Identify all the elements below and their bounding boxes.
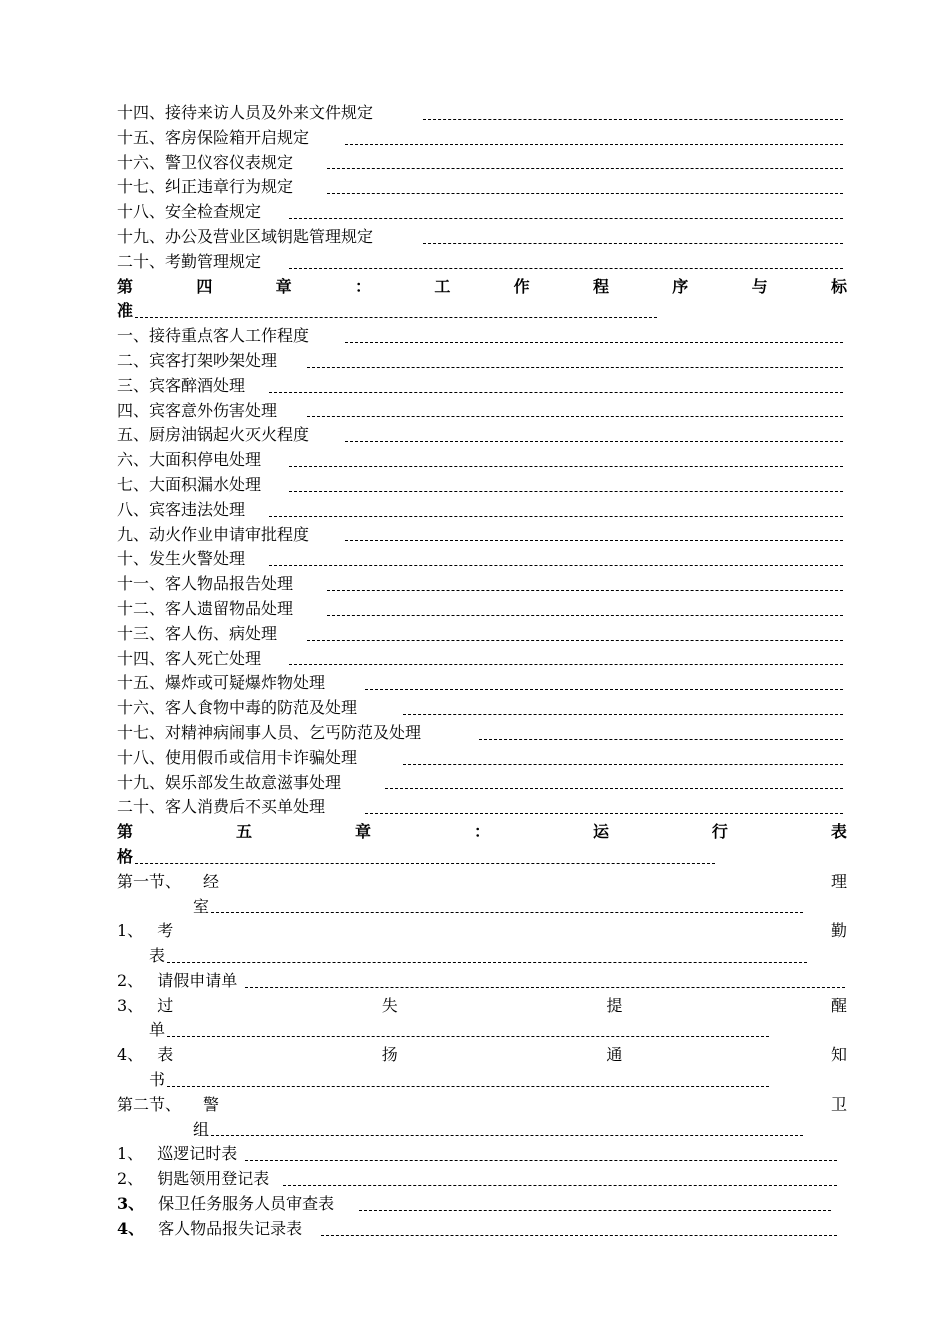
heading-char: 第: [117, 276, 134, 296]
leader-dots: [345, 342, 843, 343]
toc-entry[interactable]: [117, 175, 847, 200]
toc-entry[interactable]: [117, 969, 847, 994]
section-tail-char: 组: [193, 1119, 210, 1139]
leader-dots: [269, 516, 843, 517]
toc-entry[interactable]: [117, 547, 847, 572]
heading-char: 表: [830, 822, 847, 842]
leader-dots: [211, 1135, 803, 1136]
leader-dots: [307, 367, 843, 368]
toc-entry[interactable]: [117, 671, 847, 696]
toc-entry[interactable]: [117, 795, 847, 820]
toc-entry[interactable]: [117, 597, 847, 622]
heading-char: 行: [711, 822, 728, 842]
entry-number: 2、: [117, 1169, 144, 1189]
leader-dots: [269, 565, 843, 566]
entry-number: 2、: [117, 970, 144, 990]
leader-dots: [327, 590, 843, 591]
heading-char: 与: [751, 276, 768, 296]
toc-entry-text: 四、宾客意外伤害处理: [117, 400, 278, 420]
toc-entry-text: 十四、接待来访人员及外来文件规定: [117, 103, 374, 122]
leader-dots: [289, 466, 843, 467]
leader-dots: [345, 144, 843, 145]
entry-char: 扬: [381, 1045, 398, 1065]
leader-dots: [167, 962, 807, 963]
heading-char: 章: [354, 822, 371, 842]
toc-entry-text: 六、大面积停电处理: [117, 450, 262, 470]
entry-char: 失: [381, 995, 398, 1015]
toc-entry[interactable]: [117, 151, 847, 176]
leader-dots: [327, 168, 843, 169]
chapter-heading-tail[interactable]: [117, 845, 847, 870]
toc-entry[interactable]: [117, 448, 847, 473]
toc-entry[interactable]: [117, 101, 847, 126]
leader-dots: [289, 268, 843, 269]
toc-entry-text: 十四、客人死亡处理: [117, 648, 262, 668]
toc-entry-text: 一、接待重点客人工作程度: [117, 326, 310, 346]
leader-dots: [135, 317, 657, 318]
toc-entry-text: 三、宾客醉酒处理: [117, 375, 246, 395]
entry-start: 4、 表: [117, 1045, 174, 1065]
heading-char: 五: [235, 822, 252, 842]
section-last-char: 理: [830, 871, 847, 891]
heading-char: 格: [117, 846, 134, 866]
leader-dots: [269, 392, 843, 393]
toc-entry-text: 九、动火作业申请审批程度: [117, 524, 310, 544]
entry-char: 醒: [830, 995, 847, 1015]
leader-dots: [365, 813, 843, 814]
entry-number: 1、: [117, 1144, 144, 1164]
leader-dots: [167, 1086, 769, 1087]
entry-tail-char: 单: [149, 1020, 166, 1040]
entry-last-char: 勤: [830, 921, 847, 941]
toc-entry[interactable]: [117, 225, 847, 250]
toc-entry[interactable]: [117, 622, 847, 647]
toc-entry[interactable]: [117, 696, 847, 721]
leader-dots: [403, 764, 843, 765]
section-heading[interactable]: [117, 1093, 847, 1118]
section-heading-tail[interactable]: [117, 1118, 847, 1143]
toc-entry[interactable]: [117, 1167, 847, 1192]
leader-dots: [307, 416, 843, 417]
toc-entry-tail[interactable]: [117, 1068, 847, 1093]
toc-entry[interactable]: [117, 250, 847, 275]
leader-dots: [423, 119, 843, 120]
heading-char: 运: [592, 822, 609, 842]
toc-entry[interactable]: [117, 721, 847, 746]
heading-char: 程: [592, 276, 609, 296]
toc-entry[interactable]: [117, 572, 847, 597]
toc-entry-text: 十八、安全检查规定: [117, 202, 262, 222]
heading-char: 四: [196, 276, 213, 296]
section-label: 第二节、 警: [117, 1094, 220, 1114]
leader-dots: [345, 441, 843, 442]
leader-dots: [245, 987, 845, 988]
toc-entry[interactable]: [117, 498, 847, 523]
heading-char: 章: [275, 276, 292, 296]
toc-entry[interactable]: [117, 1192, 847, 1217]
toc-entry[interactable]: [117, 746, 847, 771]
chapter-heading[interactable]: [117, 820, 847, 845]
toc-entry-text: 十一、客人物品报告处理: [117, 574, 294, 594]
leader-dots: [365, 689, 843, 690]
toc-entry[interactable]: [117, 399, 847, 424]
toc-entry-text: 十、发生火警处理: [117, 549, 246, 569]
heading-char: 标: [830, 276, 847, 296]
leader-dots: [289, 491, 843, 492]
toc-entry-text: 二十、考勤管理规定: [117, 251, 262, 271]
chapter-heading[interactable]: [117, 275, 847, 300]
toc-entry-text: 客人物品报失记录表: [158, 1218, 303, 1238]
toc-entry-text: 十七、对精神病闹事人员、乞丐防范及处理: [117, 722, 422, 742]
toc-entry[interactable]: [117, 1217, 847, 1242]
entry-number: 3、: [117, 1194, 145, 1214]
toc-entry-text: 十七、纠正违章行为规定: [117, 177, 294, 197]
leader-dots: [385, 788, 843, 789]
toc-entry[interactable]: [117, 473, 847, 498]
table-of-contents: [117, 101, 847, 1242]
heading-char: 工: [434, 276, 451, 296]
toc-entry[interactable]: [117, 1043, 847, 1068]
toc-entry-text: 十八、使用假币或信用卡诈骗处理: [117, 747, 358, 767]
entry-number: 4、: [117, 1218, 145, 1238]
heading-char: ：: [473, 822, 490, 842]
leader-dots: [135, 863, 715, 864]
toc-entry[interactable]: [117, 994, 847, 1019]
section-heading-tail[interactable]: [117, 895, 847, 920]
leader-dots: [327, 193, 843, 194]
leader-dots: [479, 739, 843, 740]
heading-char: 第: [117, 822, 134, 842]
heading-char: 序: [672, 276, 689, 296]
entry-start: 1、 考: [117, 921, 174, 941]
leader-dots: [307, 640, 843, 641]
leader-dots: [403, 714, 843, 715]
toc-entry-tail[interactable]: [117, 944, 847, 969]
leader-dots: [289, 218, 843, 219]
toc-entry-text: 十九、娱乐部发生故意滋事处理: [117, 772, 342, 792]
toc-entry-text: 八、宾客违法处理: [117, 499, 246, 519]
toc-entry-text: 二、宾客打架吵架处理: [117, 350, 278, 370]
toc-entry[interactable]: [117, 1142, 847, 1167]
section-last-char: 卫: [830, 1094, 847, 1114]
leader-dots: [245, 1160, 837, 1161]
toc-entry[interactable]: [117, 523, 847, 548]
leader-dots: [327, 615, 843, 616]
toc-entry[interactable]: [117, 374, 847, 399]
entry-start: 3、 过: [117, 995, 174, 1015]
toc-entry-text: 保卫任务服务人员审查表: [158, 1194, 335, 1214]
toc-entry[interactable]: [117, 771, 847, 796]
toc-entry-text: 十五、客房保险箱开启规定: [117, 127, 310, 147]
heading-char: 作: [513, 276, 530, 296]
leader-dots: [167, 1036, 769, 1037]
toc-entry-text: 十三、客人伤、病处理: [117, 623, 278, 643]
entry-char: 通: [606, 1045, 623, 1065]
toc-entry-text: 二十、客人消费后不买单处理: [117, 797, 326, 817]
heading-char: ：: [354, 276, 371, 296]
entry-tail-char: 表: [149, 946, 166, 966]
toc-entry[interactable]: [117, 324, 847, 349]
section-tail-char: 室: [193, 896, 210, 916]
toc-entry[interactable]: [117, 349, 847, 374]
toc-entry[interactable]: [117, 919, 847, 944]
heading-char: 准: [117, 301, 134, 321]
leader-dots: [321, 1235, 837, 1236]
leader-dots: [283, 1185, 837, 1186]
leader-dots: [359, 1210, 831, 1211]
toc-entry-text: 十九、办公及营业区域钥匙管理规定: [117, 226, 374, 246]
section-label: 第一节、 经: [117, 871, 220, 891]
chapter-heading-tail[interactable]: [117, 299, 847, 324]
toc-entry-text: 十五、爆炸或可疑爆炸物处理: [117, 673, 326, 693]
section-heading[interactable]: [117, 870, 847, 895]
leader-dots: [423, 243, 843, 244]
leader-dots: [289, 664, 843, 665]
leader-dots: [345, 540, 843, 541]
leader-dots: [211, 912, 803, 913]
toc-entry-text: 十二、客人遗留物品处理: [117, 598, 294, 618]
toc-entry-tail[interactable]: [117, 1018, 847, 1043]
toc-entry-text: 钥匙领用登记表: [157, 1169, 270, 1189]
toc-entry-text: 十六、警卫仪容仪表规定: [117, 152, 294, 172]
toc-entry-text: 巡逻记时表: [157, 1144, 238, 1164]
entry-char: 提: [606, 995, 623, 1015]
toc-entry[interactable]: [117, 423, 847, 448]
toc-entry-text: 十六、客人食物中毒的防范及处理: [117, 698, 358, 718]
entry-tail-char: 书: [149, 1070, 166, 1090]
toc-entry[interactable]: [117, 647, 847, 672]
toc-entry[interactable]: [117, 200, 847, 225]
toc-entry[interactable]: [117, 126, 847, 151]
toc-entry-text: 五、厨房油锅起火灭火程度: [117, 425, 310, 445]
toc-entry-text: 请假申请单: [157, 970, 238, 990]
entry-char: 知: [830, 1045, 847, 1065]
toc-entry-text: 七、大面积漏水处理: [117, 474, 262, 494]
